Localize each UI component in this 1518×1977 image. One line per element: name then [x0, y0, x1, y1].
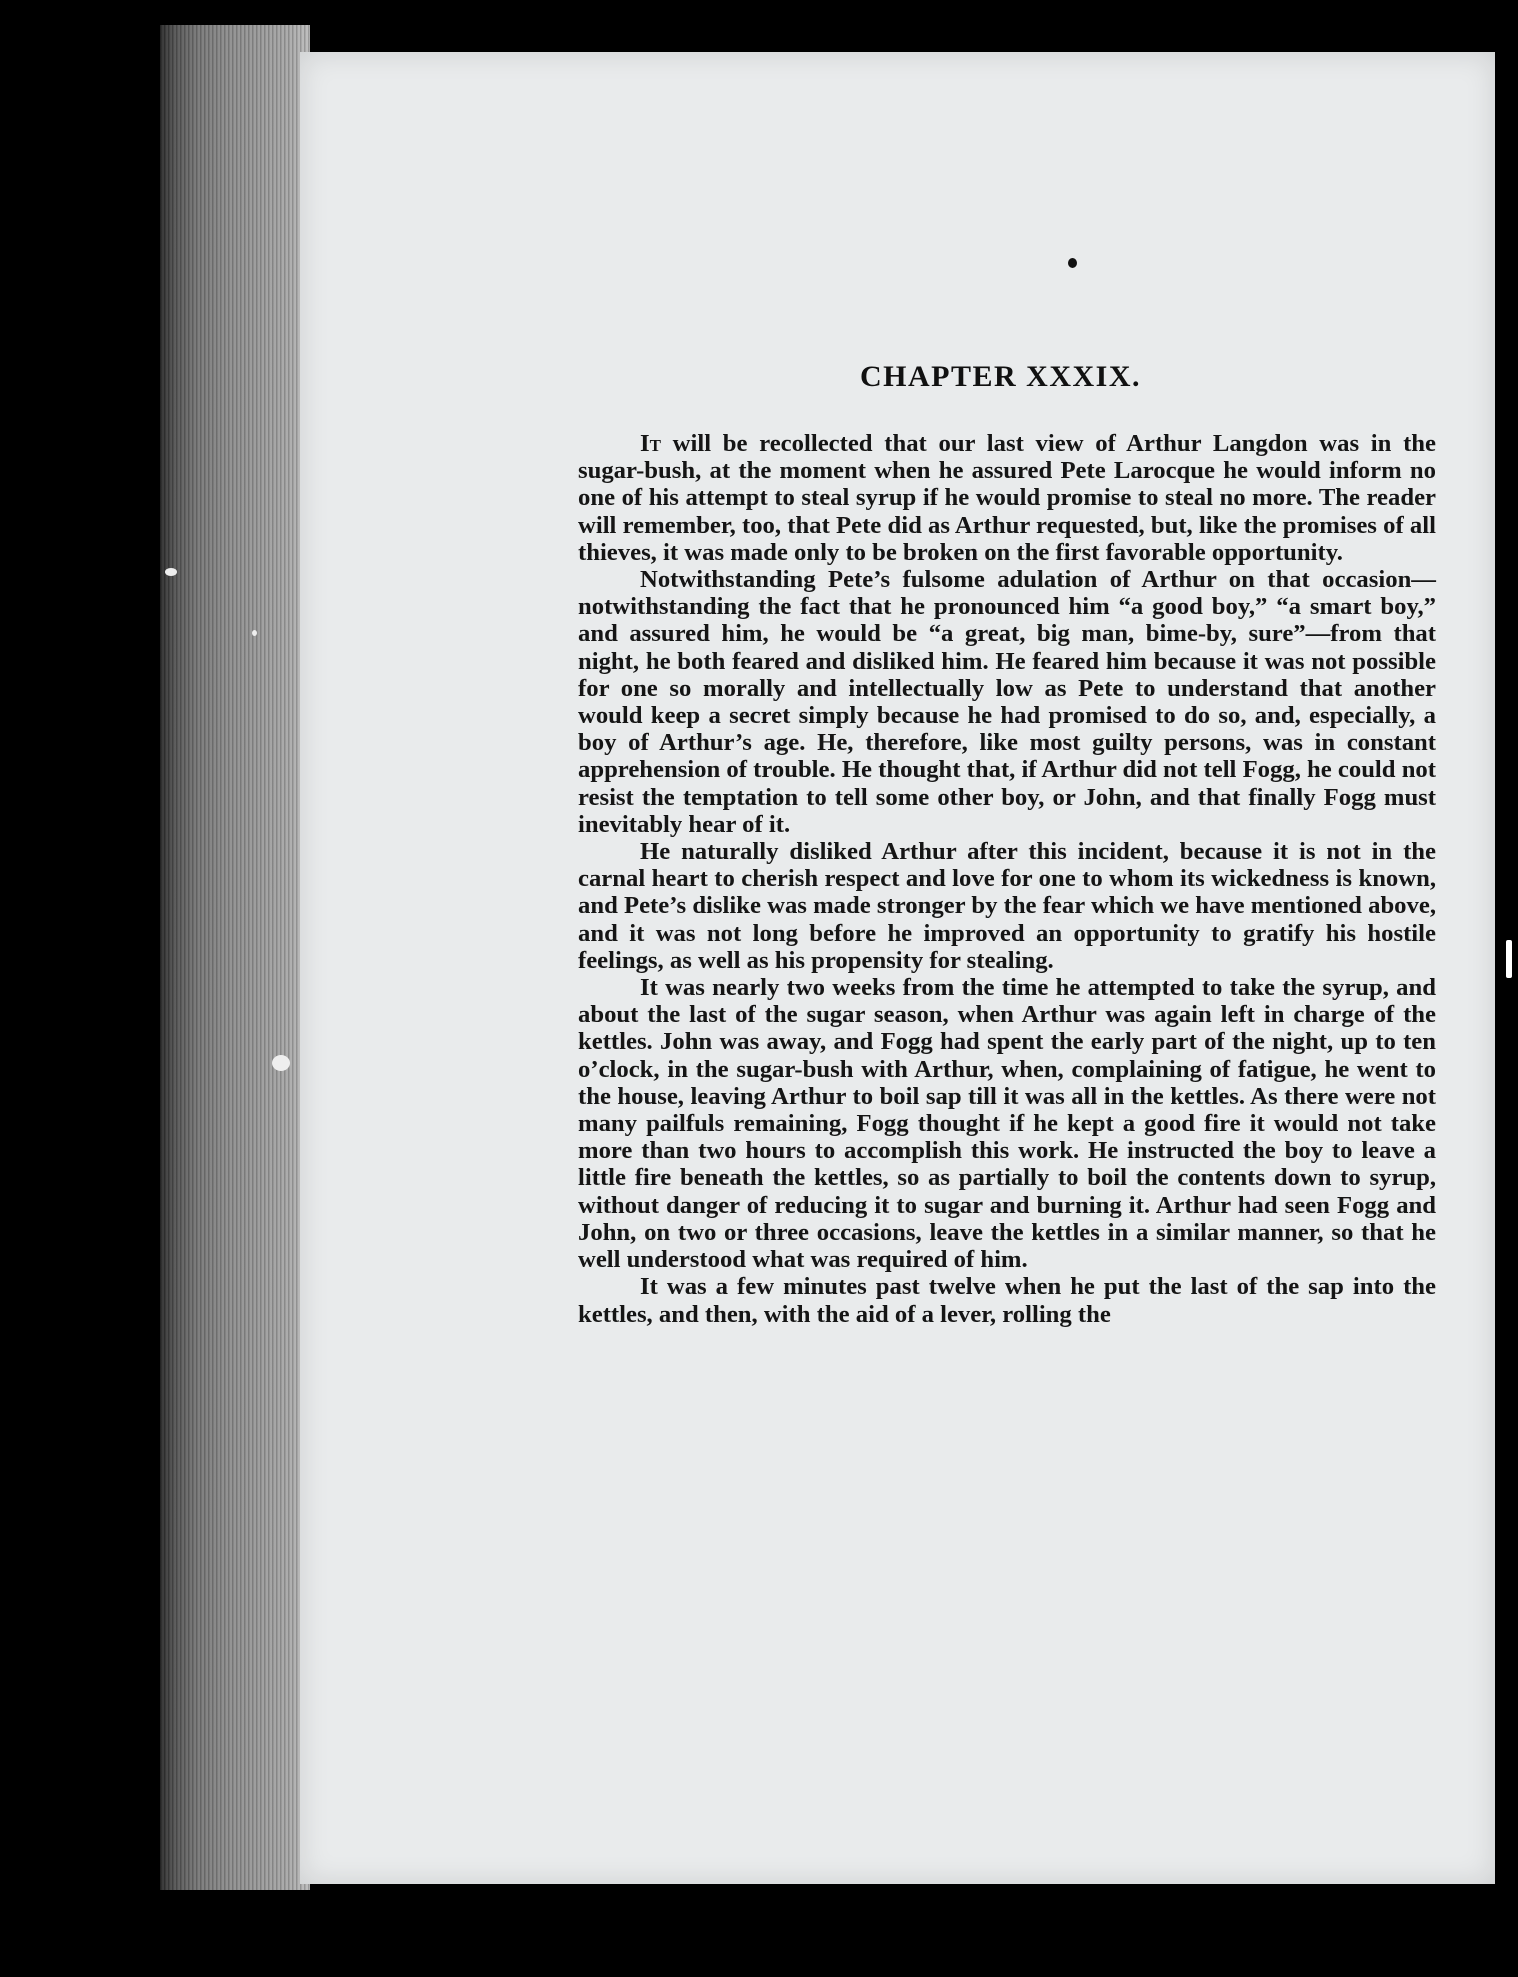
book-page-edges	[160, 25, 310, 1890]
paragraph-2: Notwithstanding Pete’s fulsome adulation of Arthur on that occasion—notwithstanding the fact that he pronounced him “a good boy,” “a smart boy,” and assured him, he would be “a great, big man, bime-by, sure”—from that night, he both feared and disliked him. He feared him because it was not possible for one so morally and intellectually low as Pete to understand that another would keep a secret simply because he had promised to do so, and, especially, a boy of Arthur’s age. He, therefore, like most guilty persons, was in constant apprehension of trouble. He thought that, if Arthur did not tell Fogg, he could not resist the temptation to tell some other boy, or John, and that finally Fogg must inevitably hear of it.	[578, 566, 1436, 838]
scan-speck	[272, 1055, 290, 1071]
paragraph-1	[578, 430, 1436, 566]
scan-speck	[252, 630, 257, 636]
paragraph-1-drop-word: It	[640, 430, 661, 457]
printed-dot-mark	[1068, 258, 1077, 268]
chapter-title: CHAPTER XXXIX.	[860, 360, 1142, 393]
paragraph-1-text: will be recollected that our last view of Arthur Langdon was in the sugar-bush, at the moment when he assured Pete Larocque he would inform no one of his attempt to steal syrup if he would promise to steal no more. The reader will remember, too, that Pete did as Arthur requested, but, like the promises of all thieves, it was made only to be broken on the first favorable opportunity.	[578, 430, 1436, 566]
scan-speck	[165, 568, 177, 576]
paragraph-5: It was a few minutes past twelve when he put the last of the sap into the kettles, and then, with the aid of a lever, rolling the	[578, 1273, 1436, 1328]
paragraph-3: He naturally disliked Arthur after this incident, because it is not in the carnal heart to cherish respect and love for one to whom its wickedness is known, and Pete’s dislike was made stronger by the fear which we have mentioned above, and it was not long before he improved an opportunity to gratify his hostile feelings, as well as his propensity for stealing.	[578, 838, 1436, 974]
paragraph-4: It was nearly two weeks from the time he attempted to take the syrup, and about the last of the sugar season, when Arthur was again left in charge of the kettles. John was away, and Fogg had spent the early part of the night, up to ten o’clock, in the sugar-bush with Arthur, when, complaining of fatigue, he went to the house, leaving Arthur to boil sap till it was all in the kettles. As there were not many pailfuls remaining, Fogg thought if he kept a good fire it would not take more than two hours to accomplish this work. He instructed the boy to leave a little fire beneath the kettles, so as partially to boil the contents down to syrup, without danger of reducing it to sugar and burning it. Arthur had seen Fogg and John, on two or three occasions, leave the kettles in a similar manner, so that he well understood what was required of him.	[578, 974, 1436, 1274]
chapter-body	[578, 430, 1436, 1328]
scan-speck	[1506, 940, 1512, 978]
